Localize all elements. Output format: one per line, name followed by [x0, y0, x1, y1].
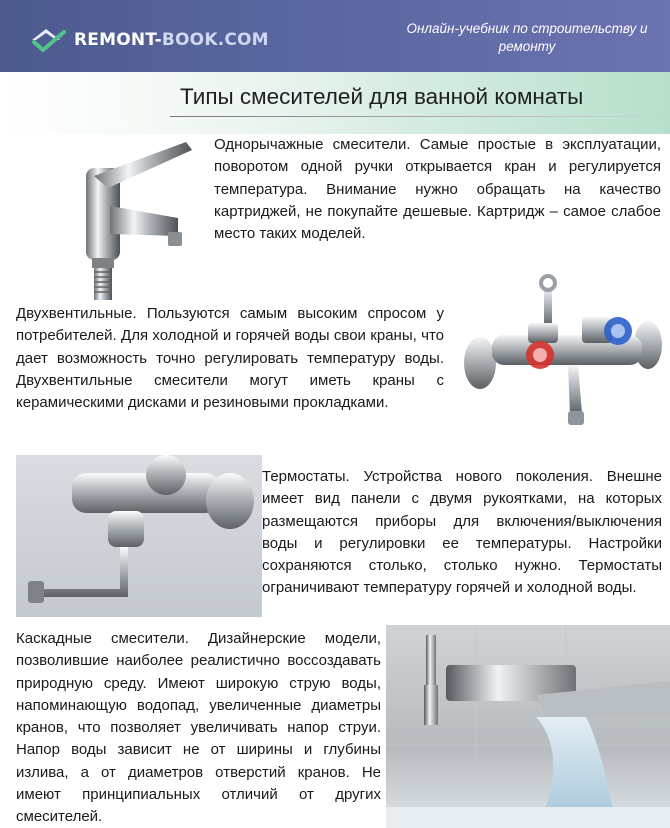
site-tagline: Онлайн-учебник по строительству и ремонту [406, 21, 648, 54]
section-single-lever-text: Однорычажные смесители. Самые простые в эксплуатации, поворотом одной ручки открывается кран и регулируется температура. Внимание нужно обращать на качество картриджей, не покупайте дешевые. Картридж – самое слабое место таких моделей. [214, 136, 661, 243]
single-lever-faucet-icon [50, 122, 200, 302]
section-two-valve-text: Двухвентильные. Пользуются самым высоким спросом у потребителей. Для холодной и горячей воды свои краны, что дает возможность точно регулировать температуру воды. Двухвентильные смесители могут иметь краны с керамическими дисками и резиновыми прокладками. [16, 305, 444, 412]
cascade-faucet-icon [386, 625, 670, 828]
section-cascade-text: Каскадные смесители. Дизайнерские модели, позволившие наиболее реалистично воссоздавать природную среду. Имеют широкую струю воды, напоминающую водопад, увеличенные диаметры кранов, что позволяет увеличивать напор струи. Напор воды зависит не от ширины и глубины излива, а от диаметров отверстий кранов. Не имеют принципиальных отличий от других смесителей. [16, 630, 381, 826]
logo-text-main: REMONT- [74, 30, 162, 50]
section-thermostat-text: Термостаты. Устройства нового поколения. Внешне имеет вид панели с двумя рукоятками, на которых размещаются приборы для включения/выключения воды и регулировки ее температуры. Настройки сохраняются столько, столько нужно. Термостаты ограничивают температуру горячей и холодной воды. [262, 468, 662, 597]
house-check-icon [28, 26, 68, 54]
header-banner [0, 0, 670, 72]
thermostat-faucet-icon [16, 455, 262, 617]
title-underline [170, 116, 670, 117]
site-logo[interactable] [28, 26, 269, 54]
logo-text [74, 30, 269, 50]
page-title: Типы смесителей для ванной комнаты [180, 84, 584, 109]
two-valve-faucet-icon [458, 265, 670, 445]
logo-text-accent: BOOK.COM [161, 30, 269, 50]
